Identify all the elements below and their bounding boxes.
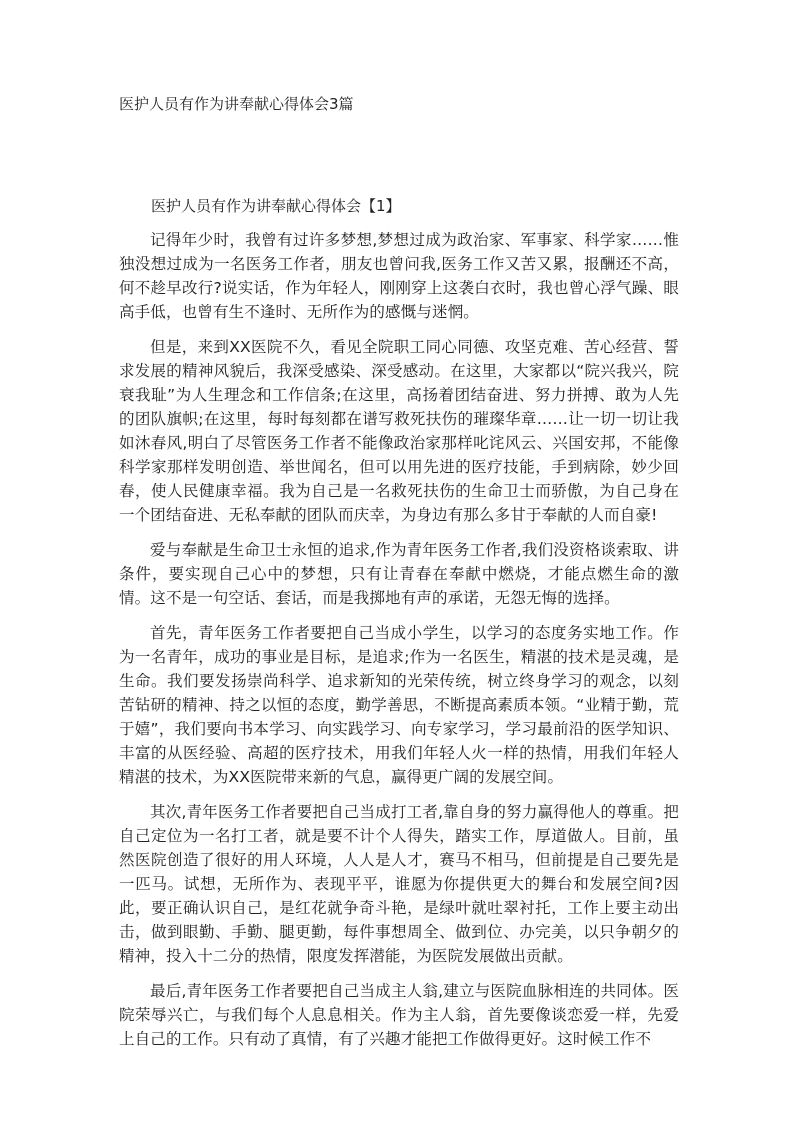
paragraph-3: 爱与奉献是生命卫士永恒的追求,作为青年医务工作者,我们没资格谈索取、讲条件，要实现自己心中的梦想，只有让青春在奉献中燃烧，才能点燃生命的激情。这不是一句空话、套话，而是我掷地有声的承诺，无怨无悔的选择。 <box>119 541 679 607</box>
paragraph-4: 首先，青年医务工作者要把自己当成小学生，以学习的态度务实地工作。作为一名青年，成功的事业是目标，是追求;作为一名医生，精湛的技术是灵魂，是生命。我们要发扬崇尚科学、追求新知的光荣传统，树立终身学习的观念，以刻苦钻研的精神、持之以恒的态度，勤学善思，不断提高素质本领。“业精于勤，荒于嬉”，我们要向书本学习、向实践学习、向专家学习，学习最前沿的医学知识、丰富的从医经验、高超的医疗技术，用我们年轻人火一样的热情，用我们年轻人精湛的技术，为XX医院带来新的气息，赢得更广阔的发展空间。 <box>119 624 679 786</box>
body-text <box>119 228 679 1062</box>
document-title: 医护人员有作为讲奉献心得体会3篇 <box>119 95 354 113</box>
paragraph-1: 记得年少时，我曾有过许多梦想,梦想过成为政治家、军事家、科学家……惟独没想过成为一名医务工作者，朋友也曾问我,医务工作又苦又累，报酬还不高，何不趁早改行?说实话，作为年轻人，刚刚穿上这袭白衣时，我也曾心浮气躁、眼高手低，也曾有生不逢时、无所作为的感慨与迷惘。 <box>119 231 679 321</box>
paragraph-5: 其次,青年医务工作者要把自己当成打工者,靠自身的努力赢得他人的尊重。把自己定位为一名打工者，就是要不计个人得失，踏实工作，厚道做人。目前，虽然医院创造了很好的用人环境，人人是人才，赛马不相马，但前提是自己要先是一匹马。试想，无所作为、表现平平，谁愿为你提供更大的舞台和发展空间?因此，要正确认识自己，是红花就争奇斗艳，是绿叶就吐翠衬托，工作上要主动出击，做到眼勤、手勤、腿更勤，每件事想周全、做到位、办完美，以只争朝夕的精神，投入十二分的热情，限度发挥潜能，为医院发展做出贡献。 <box>119 803 679 965</box>
section-heading: 医护人员有作为讲奉献心得体会【1】 <box>151 197 401 215</box>
paragraph-6: 最后,青年医务工作者要把自己当成主人翁,建立与医院血脉相连的共同体。医院荣辱兴亡，与我们每个人息息相关。作为主人翁，首先要像谈恋爱一样，先爱上自己的工作。只有动了真情，有了兴趣才能把工作做得更好。这时候工作不 <box>119 982 679 1048</box>
paragraph-2: 但是，来到XX医院不久，看见全院职工同心同德、攻坚克难、苦心经营、誓求发展的精神风貌后，我深受感染、深受感动。在这里，大家都以“院兴我兴，院衰我耻”为人生理念和工作信条;在这里，高扬着团结奋进、努力拼搏、敢为人先的团队旗帜;在这里，每时每刻都在谱写救死扶伤的璀璨华章……让一切一切让我如沐春风,明白了尽管医务工作者不能像政治家那样叱诧风云、兴国安邦，不能像科学家那样发明创造、举世闻名，但可以用先进的医疗技能，手到病除，妙少回春，使人民健康幸福。我为自己是一名救死扶伤的生命卫士而骄傲，为自己身在一个团结奋进、无私奉献的团队而庆幸，为身边有那么多甘于奉献的人而自豪! <box>119 338 679 524</box>
